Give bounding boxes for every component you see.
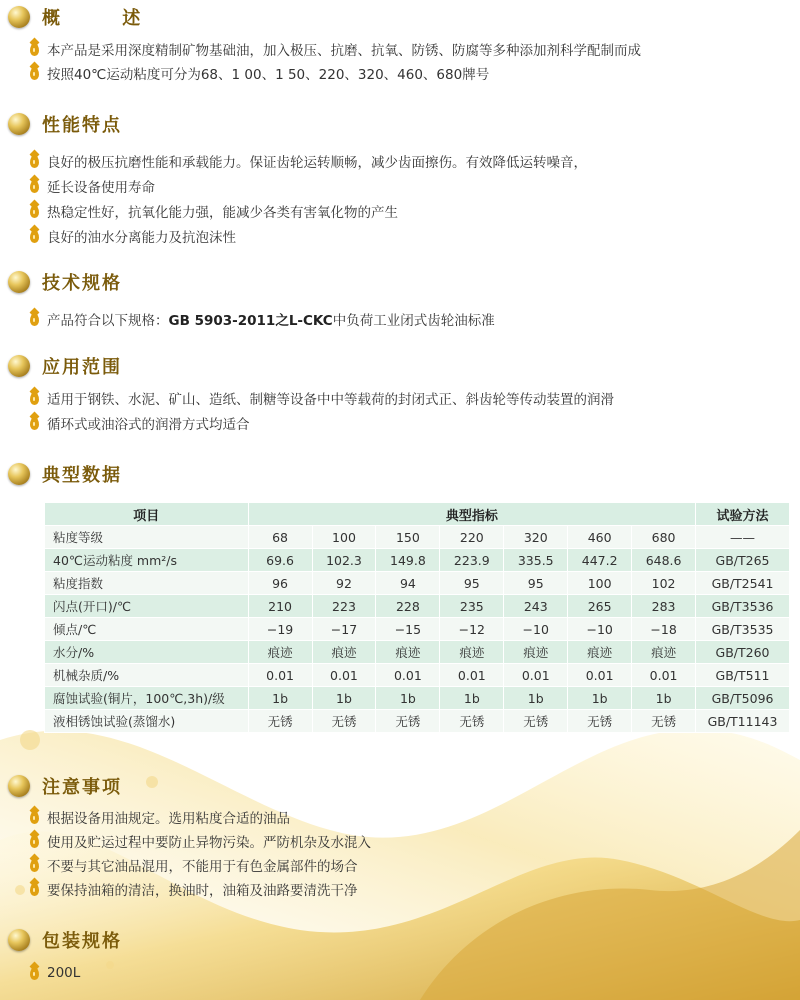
value-cell: 痕迹	[440, 641, 504, 664]
spec-standard: GB 5903-2011之L-CKC	[168, 313, 333, 329]
oil-drop-icon	[30, 417, 39, 430]
table-row	[45, 687, 790, 710]
table-header-row	[45, 503, 790, 526]
table-row	[45, 526, 790, 549]
method-cell: GB/T5096	[696, 687, 790, 710]
value-cell: 0.01	[376, 664, 440, 687]
value-cell: 痕迹	[312, 641, 376, 664]
value-cell: 痕迹	[568, 641, 632, 664]
value-cell: 无锈	[312, 710, 376, 733]
value-cell: 无锈	[632, 710, 696, 733]
row-name: 机械杂质/%	[45, 664, 249, 687]
application-title: 应用范围	[42, 357, 122, 378]
row-name: 液相锈蚀试验(蒸馏水)	[45, 710, 249, 733]
typical-heading	[8, 460, 122, 488]
value-cell: 96	[248, 572, 312, 595]
value-cell: 0.01	[632, 664, 696, 687]
value-cell: 0.01	[568, 664, 632, 687]
value-cell: 痕迹	[376, 641, 440, 664]
value-cell: −17	[312, 618, 376, 641]
overview-line-2: 按照40℃运动粘度可分为68、1 00、1 50、220、320、460、680牌号	[30, 62, 489, 84]
table-row	[45, 664, 790, 687]
value-cell: 1b	[376, 687, 440, 710]
value-cell: 1b	[440, 687, 504, 710]
overview-title: 概 述	[42, 8, 169, 29]
gold-ball-icon	[8, 113, 30, 135]
header-item: 项目	[45, 503, 249, 526]
typical-title: 典型数据	[42, 465, 122, 486]
table-row	[45, 572, 790, 595]
value-cell: 92	[312, 572, 376, 595]
value-cell: 210	[248, 595, 312, 618]
method-cell: GB/T11143	[696, 710, 790, 733]
value-cell: 648.6	[632, 549, 696, 572]
row-name: 闪点(开口)/℃	[45, 595, 249, 618]
notes-line-2: 使用及贮运过程中要防止异物污染。严防机杂及水混入	[30, 830, 371, 852]
method-cell: ——	[696, 526, 790, 549]
oil-drop-icon	[30, 180, 39, 193]
typical-data-table	[44, 502, 790, 733]
features-line-4: 良好的油水分离能力及抗泡沫性	[30, 225, 236, 247]
value-cell: −15	[376, 618, 440, 641]
features-line-1: 良好的极压抗磨性能和承载能力。保证齿轮运转顺畅，减少齿面擦伤。有效降低运转噪音，	[30, 150, 587, 172]
oil-drop-icon	[30, 43, 39, 56]
value-cell: 无锈	[568, 710, 632, 733]
value-cell: 228	[376, 595, 440, 618]
value-cell: −12	[440, 618, 504, 641]
packaging-heading	[8, 926, 122, 954]
value-cell: 447.2	[568, 549, 632, 572]
value-cell: 1b	[248, 687, 312, 710]
value-cell: 149.8	[376, 549, 440, 572]
value-cell: 痕迹	[504, 641, 568, 664]
value-cell: 无锈	[440, 710, 504, 733]
oil-drop-icon	[30, 205, 39, 218]
features-line-2: 延长设备使用寿命	[30, 175, 155, 197]
value-cell: 100	[312, 526, 376, 549]
gold-ball-icon	[8, 929, 30, 951]
value-cell: 265	[568, 595, 632, 618]
method-cell: GB/T511	[696, 664, 790, 687]
table-row	[45, 595, 790, 618]
value-cell: 0.01	[440, 664, 504, 687]
overview-heading	[8, 3, 168, 31]
value-cell: 223	[312, 595, 376, 618]
value-cell: −10	[568, 618, 632, 641]
value-cell: 95	[440, 572, 504, 595]
oil-drop-icon	[30, 835, 39, 848]
value-cell: 痕迹	[248, 641, 312, 664]
row-name: 倾点/℃	[45, 618, 249, 641]
header-indicator: 典型指标	[248, 503, 695, 526]
value-cell: 102.3	[312, 549, 376, 572]
value-cell: 283	[632, 595, 696, 618]
oil-drop-icon	[30, 155, 39, 168]
value-cell: 无锈	[504, 710, 568, 733]
oil-drop-icon	[30, 859, 39, 872]
row-name: 粘度指数	[45, 572, 249, 595]
value-cell: −19	[248, 618, 312, 641]
value-cell: 1b	[504, 687, 568, 710]
method-cell: GB/T2541	[696, 572, 790, 595]
value-cell: 68	[248, 526, 312, 549]
value-cell: 220	[440, 526, 504, 549]
features-title: 性能特点	[42, 115, 122, 136]
oil-drop-icon	[30, 313, 39, 326]
application-line-1: 适用于钢铁、水泥、矿山、造纸、制糖等设备中中等载荷的封闭式正、斜齿轮等传动装置的润滑	[30, 387, 614, 409]
packaging-line: 200L	[30, 962, 80, 984]
row-name: 40℃运动粘度 mm²/s	[45, 549, 249, 572]
value-cell: 100	[568, 572, 632, 595]
specs-line: 产品符合以下规格： GB 5903-2011之L-CKC 中负荷工业闭式齿轮油标准	[30, 308, 495, 330]
row-name: 粘度等级	[45, 526, 249, 549]
value-cell: 0.01	[312, 664, 376, 687]
value-cell: 95	[504, 572, 568, 595]
value-cell: 0.01	[248, 664, 312, 687]
oil-drop-icon	[30, 392, 39, 405]
gold-ball-icon	[8, 271, 30, 293]
value-cell: 320	[504, 526, 568, 549]
gold-ball-icon	[8, 775, 30, 797]
table-row	[45, 641, 790, 664]
features-line-3: 热稳定性好，抗氧化能力强，能减少各类有害氧化物的产生	[30, 200, 398, 222]
gold-ball-icon	[8, 6, 30, 28]
notes-heading	[8, 772, 122, 800]
value-cell: 1b	[568, 687, 632, 710]
row-name: 水分/%	[45, 641, 249, 664]
overview-line-1: 本产品是采用深度精制矿物基础油，加入极压、抗磨、抗氧、防锈、防腐等多种添加剂科学配制而成	[30, 38, 641, 60]
oil-drop-icon	[30, 230, 39, 243]
value-cell: 69.6	[248, 549, 312, 572]
gold-ball-icon	[8, 463, 30, 485]
value-cell: 243	[504, 595, 568, 618]
value-cell: 150	[376, 526, 440, 549]
notes-line-1: 根据设备用油规定。选用粘度合适的油品	[30, 806, 290, 828]
notes-title: 注意事项	[42, 777, 122, 798]
value-cell: −18	[632, 618, 696, 641]
gold-ball-icon	[8, 355, 30, 377]
table-row	[45, 618, 790, 641]
method-cell: GB/T260	[696, 641, 790, 664]
value-cell: −10	[504, 618, 568, 641]
value-cell: 223.9	[440, 549, 504, 572]
method-cell: GB/T3535	[696, 618, 790, 641]
application-line-2: 循环式或油浴式的润滑方式均适合	[30, 412, 250, 434]
value-cell: 1b	[312, 687, 376, 710]
notes-line-3: 不要与其它油品混用，不能用于有色金属部件的场合	[30, 854, 358, 876]
value-cell: 无锈	[248, 710, 312, 733]
value-cell: 460	[568, 526, 632, 549]
value-cell: 235	[440, 595, 504, 618]
method-cell: GB/T3536	[696, 595, 790, 618]
application-heading	[8, 352, 122, 380]
row-name: 腐蚀试验(铜片，100℃,3h)/级	[45, 687, 249, 710]
value-cell: 102	[632, 572, 696, 595]
value-cell: 痕迹	[632, 641, 696, 664]
specs-title: 技术规格	[42, 273, 122, 294]
specs-heading	[8, 268, 122, 296]
method-cell: GB/T265	[696, 549, 790, 572]
value-cell: 680	[632, 526, 696, 549]
value-cell: 0.01	[504, 664, 568, 687]
table-row	[45, 549, 790, 572]
value-cell: 335.5	[504, 549, 568, 572]
value-cell: 1b	[632, 687, 696, 710]
oil-drop-icon	[30, 883, 39, 896]
notes-line-4: 要保持油箱的清洁，换油时，油箱及油路要清洗干净	[30, 878, 358, 900]
features-heading	[8, 110, 122, 138]
oil-drop-icon	[30, 967, 39, 980]
value-cell: 94	[376, 572, 440, 595]
packaging-title: 包装规格	[42, 931, 122, 952]
oil-drop-icon	[30, 67, 39, 80]
oil-drop-icon	[30, 811, 39, 824]
value-cell: 无锈	[376, 710, 440, 733]
header-method: 试验方法	[696, 503, 790, 526]
table-row	[45, 710, 790, 733]
